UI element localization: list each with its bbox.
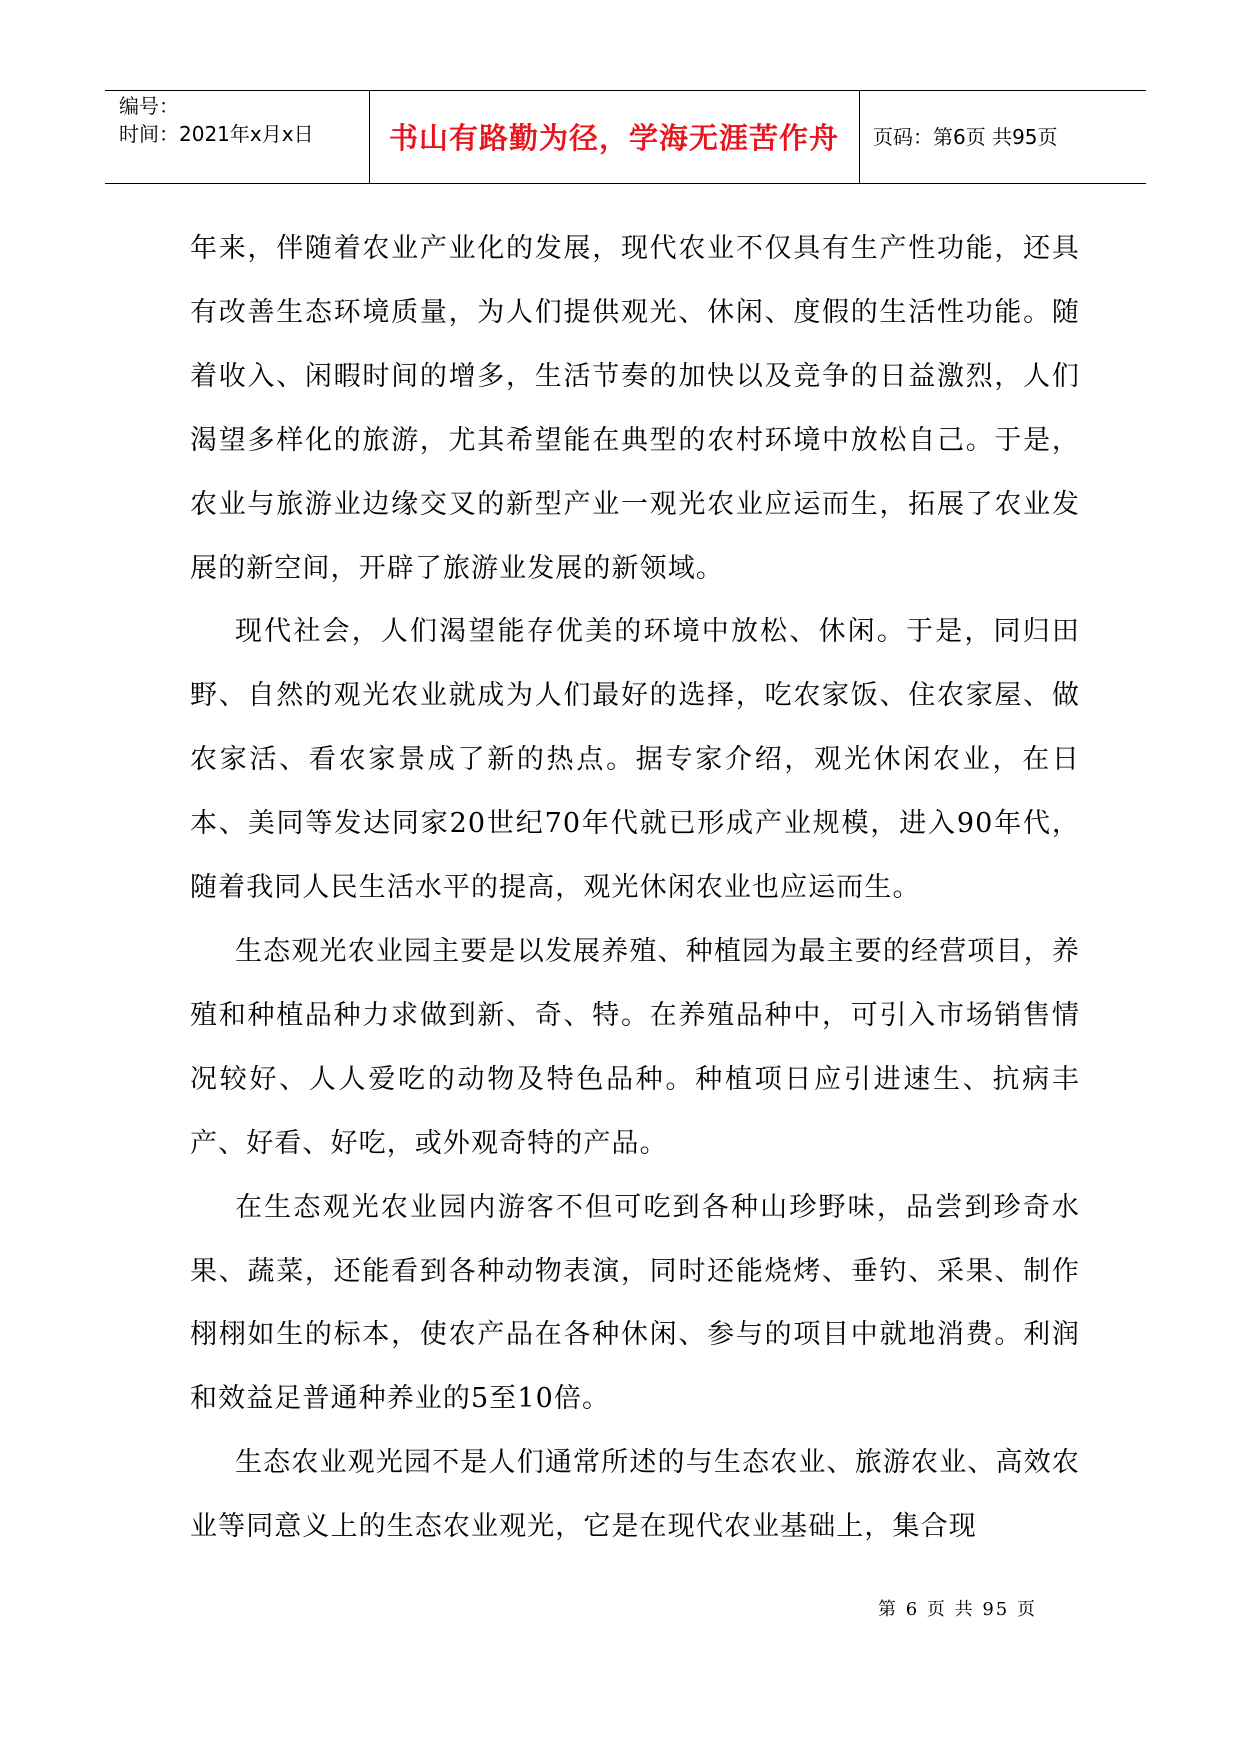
page-header	[105, 90, 1146, 184]
header-top-rule	[105, 90, 1146, 91]
header-bottom-rule	[105, 183, 1146, 184]
paragraph: 现代社会，人们渴望能存优美的环境中放松、休闲。于是，同归田野、自然的观光农业就成为人们最好的选择，吃农家饭、住农家屋、做农家活、看农家景成了新的热点。据专家介绍，观光休闲农业，在日本、美同等发达同家20世纪70年代就已形成产业规模，进入90年代，随着我同人民生活水平的提高，观光休闲农业也应运而生。	[190, 616, 1080, 904]
paragraph: 生态观光农业园主要是以发展养殖、种植园为最主要的经营项目，养殖和种植品种力求做到新、奇、特。在养殖品种中，可引入市场销售情况较好、人人爱吃的动物及特色品种。种植项日应引进速生、抗病丰产、好看、好吃，或外观奇特的产品。	[190, 935, 1080, 1159]
paragraph: 生态农业观光园不是人们通常所述的与生态农业、旅游农业、高效农业等同意义上的生态农业观光，它是在现代农业基础上，集合现	[190, 1447, 1080, 1543]
paragraph: 年来，伴随着农业产业化的发展，现代农业不仅具有生产性功能，还具有改善生态环境质量，为人们提供观光、休闲、度假的生活性功能。随着收入、闲暇时间的增多，生活节奏的加快以及竞争的日益激烈，人们渴望多样化的旅游，尤其希望能在典型的农村环境中放松自己。于是，农业与旅游业边缘交叉的新型产业一观光农业应运而生，拓展了农业发展的新空间，开辟了旅游业发展的新领域。	[190, 233, 1080, 584]
paragraph: 在生态观光农业园内游客不但可吃到各种山珍野味，品尝到珍奇水果、蔬菜，还能看到各种动物表演，同时还能烧烤、垂钓、采果、制作栩栩如生的标本，使农产品在各种休闲、参与的项目中就地消费。利润和效益足普通种养业的5至10倍。	[190, 1191, 1080, 1415]
page-footer: 第 6 页 共 95 页	[878, 1599, 1037, 1620]
page-info: 页码：第6页 共95页	[873, 125, 1058, 149]
document-body	[190, 217, 1080, 1559]
header-left-cell	[119, 92, 314, 148]
number-label: 编号：	[119, 94, 179, 118]
motto-text: 书山有路勤为径，学海无涯苦作舟	[388, 121, 839, 155]
time-label: 时间：2021年x月x日	[119, 122, 314, 146]
header-divider-right	[859, 90, 860, 184]
